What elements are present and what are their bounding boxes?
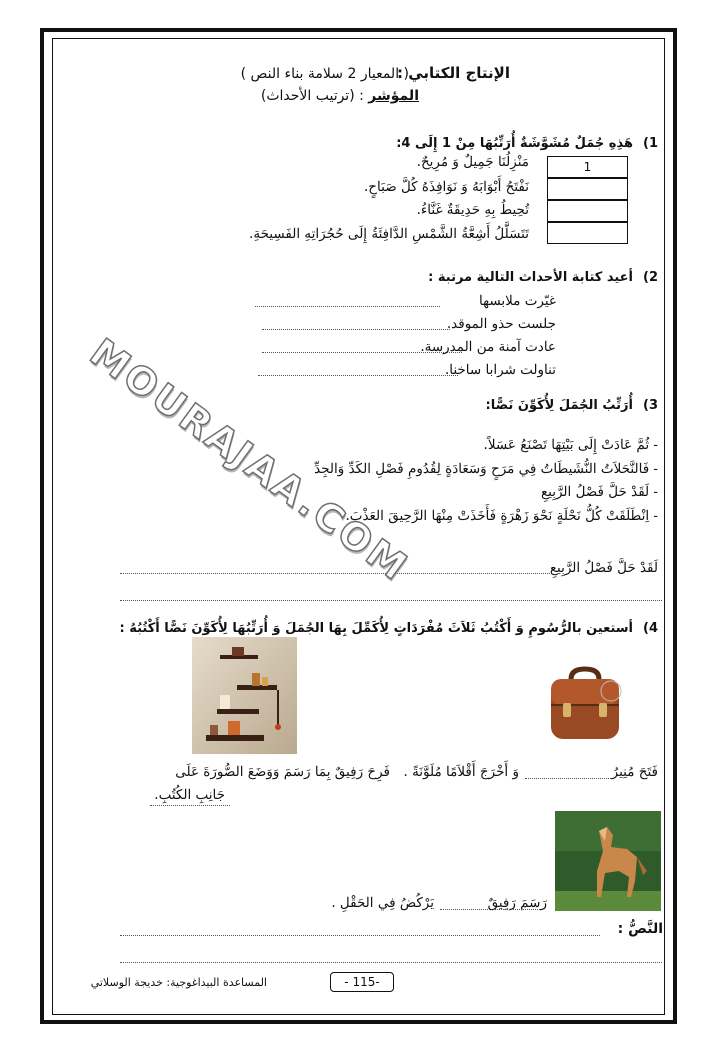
q2-answer-line-3[interactable] [262, 352, 462, 353]
q2-event-2: جلست حذو الموقد. [446, 316, 556, 332]
q4-blank-2[interactable] [150, 805, 230, 806]
q4-answer-line-2[interactable] [120, 962, 662, 963]
q3-number: 3) [643, 398, 658, 413]
q4-sentence-bottom-b: يَرْكُضُ فِي الحَقْلِ . [331, 895, 434, 911]
indicator-label: المؤشر [368, 88, 419, 104]
q2-number: 2) [643, 270, 658, 285]
criterion-text: ( المعيار 2 سلامة بناء النص ) [240, 66, 409, 82]
q2-instruction: أعيد كتابة الأحداث التالية مرتبة : [428, 270, 633, 285]
q3-answer-line-1[interactable] [120, 573, 550, 574]
q4-answer-line-1[interactable] [120, 935, 600, 936]
q1-sentence-1: مَنْزِلُنَا جَمِيلٌ وَ مُرِيحٌ. [416, 154, 529, 170]
q1-sentence-4: تَتَسَلَّلُ أَشِعَّةُ الشَّمْسِ الدَّافِئَةُ إِلَى حُجُرَاتِهِ الفَسِيحَةِ. [249, 226, 529, 242]
q3-answer-line-2[interactable] [120, 600, 662, 601]
q1-instruction: هَذِهِ جُمَلٌ مُشَوَّشَةٌ أُرَتِّبُهَا مِنْ 1 إِلَى 4: [396, 136, 633, 151]
q4-sentence-bottom-a: رَسَمَ رَفِيقٌ [487, 895, 547, 911]
q3-answer-start: لَقَدْ حَلَّ فَصْلُ الرَّبِيعِ [549, 560, 658, 576]
q1-order-box-4[interactable] [547, 222, 628, 244]
q2-event-3: عادت آمنة من المدرسة. [420, 339, 556, 355]
page-title: الإنتاج الكتابي : [396, 64, 510, 82]
q2-answer-line-2[interactable] [262, 329, 450, 330]
q4-number: 4) [643, 621, 658, 636]
q2-answer-line-1[interactable] [255, 306, 440, 307]
q1-order-box-3[interactable] [547, 200, 628, 222]
q4-sentence-left-line2: جَانِبِ الكُتُبِ. [154, 787, 225, 803]
q2-event-1: غيّرت ملابسها [478, 293, 556, 309]
q4-instruction: أستعين بالرُّسُومِ وَ أَكْتُبُ ثَلاَثَ مُفْرَدَاتٍ لِأُكَمِّلَ بِهَا الجُمَلَ وَ أُرَتِّبُهَا لِأُكَوِّنَ نَصًّا أَكْتُبُهُ : [119, 621, 633, 636]
q3-instruction: أُرَتِّبُ الجُمَلَ لِأُكَوِّنَ نَصًّا: [485, 398, 633, 413]
page-number: - 115- [330, 972, 394, 992]
horse-image [555, 811, 661, 911]
q1-sentence-3: تُحِيطُ بِهِ حَدِيقَةٌ غَنَّاءُ. [416, 202, 529, 218]
q4-sentence-left-line1: فَرِحَ رَفِيقٌ بِمَا رَسَمَ وَوَضَعَ الصُّورَةَ عَلَى [175, 764, 390, 780]
school-bag-image [545, 665, 625, 745]
q4-sentence-right-b: وَ أَخْرَجَ أَقْلاَمًا مُلَوَّنَةً . [403, 764, 519, 780]
q1-order-box-1[interactable]: 1 [547, 156, 628, 178]
indicator-value: : (ترتيب الأحداث) [260, 88, 364, 104]
watermark: MOURAJAA.COM [82, 330, 417, 590]
q3-sentence-3: - لَقَدْ حَلَّ فَصْلُ الرَّبِيعِ [540, 484, 658, 500]
q4-blank-3[interactable] [440, 909, 540, 910]
q1-order-box-2[interactable] [547, 178, 628, 200]
footer-credit: المساعدة البيداغوجية: خديجة الوسلاتي [90, 976, 267, 989]
q3-sentence-2: - فَالنَّحَلاَتُ النُّشَيطَاتُ فِي مَرَحٍ وَسَعَادَةٍ لِقُدُومِ فَصْلِ الكَدِّ وَالجِدِّ [314, 461, 658, 477]
q4-sentence-right-a: فَتَحَ مُنِيرُ [611, 764, 658, 780]
q1-sentence-2: نَفْتَحُ أَبْوَابَهُ وَ نَوَافِذَهُ كُلَّ صَبَاحٍ. [364, 179, 529, 195]
q2-event-4: تناولت شرابا ساخنا. [444, 362, 556, 378]
q4-text-label: النَّصُّ : [617, 921, 663, 937]
q3-sentence-4: - اِنْطَلَقَتْ كُلُّ نَحْلَةٍ نَحْوَ زَهْرَةٍ فَأَخَذَتْ مِنْهَا الرَّحِيقَ العَذْبَ. [345, 508, 658, 524]
q2-answer-line-4[interactable] [258, 375, 458, 376]
q3-sentence-1: - ثُمَّ عَادَتْ إِلَى بَيْتِهَا تَصْنَعُ عَسَلاً. [483, 437, 658, 453]
indicator [261, 88, 419, 104]
bookshelf-image [192, 637, 297, 754]
q1-number: 1) [643, 136, 658, 151]
q4-blank-1[interactable] [525, 778, 611, 779]
